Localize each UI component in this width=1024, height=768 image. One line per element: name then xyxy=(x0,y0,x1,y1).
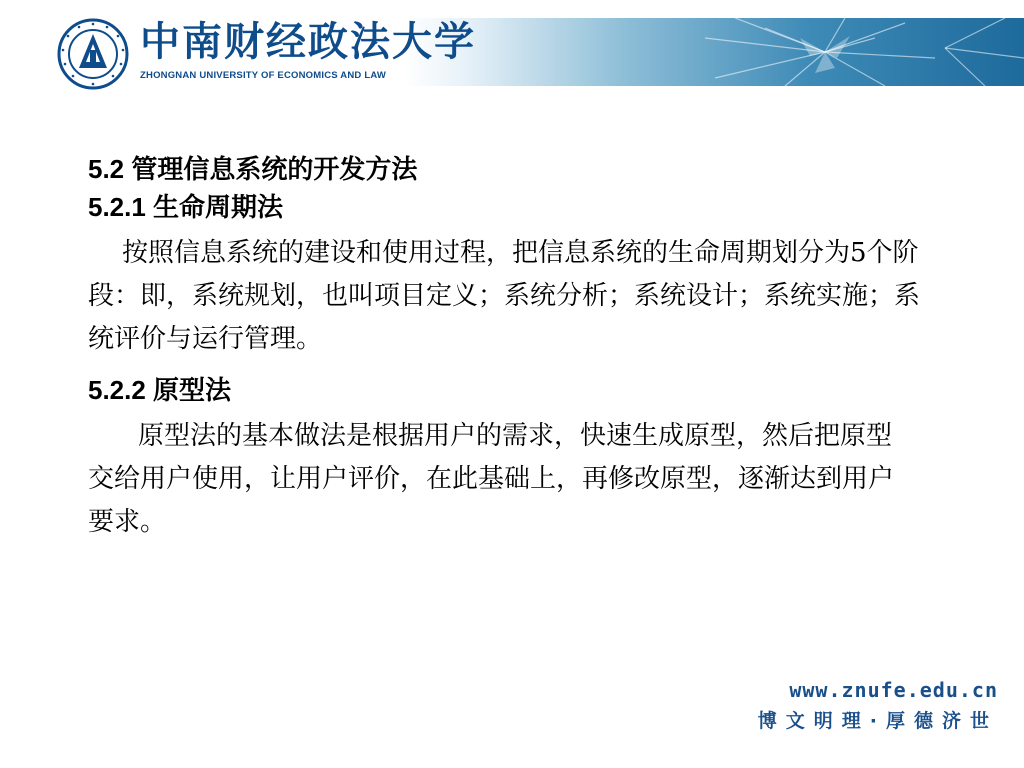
subsection-heading-lifecycle: 5.2.1 生命周期法 xyxy=(88,192,284,222)
header-decorative-band xyxy=(405,18,1024,86)
university-name-chinese: 中南财经政法大学 xyxy=(140,18,476,65)
starburst-decoration xyxy=(405,18,1024,86)
paragraph-prototype: 原型法的基本做法是根据用户的需求，快速生成原型，然后把原型交给用户使用，让用户评价，在此基础上，再修改原型，逐渐达到用户要求。 xyxy=(88,421,895,537)
footer-url: www.znufe.edu.cn xyxy=(789,678,998,702)
subsection-heading-prototype: 5.2.2 原型法 xyxy=(88,375,232,405)
university-emblem-icon xyxy=(57,18,129,90)
slide-header xyxy=(0,0,1024,100)
paragraph-lifecycle: 按照信息系统的建设和使用过程，把信息系统的生命周期划分为5个阶段：即，系统规划，也叫项目定义；系统分析；系统设计；系统实施；系统评价与运行管理。 xyxy=(88,238,921,354)
university-name-english: ZHONGNAN UNIVERSITY OF ECONOMICS AND LAW xyxy=(140,70,387,81)
footer-motto: 博文明理·厚德济世 xyxy=(757,710,998,732)
slide-content xyxy=(88,150,938,554)
section-heading: 5.2 管理信息系统的开发方法 xyxy=(88,154,418,184)
